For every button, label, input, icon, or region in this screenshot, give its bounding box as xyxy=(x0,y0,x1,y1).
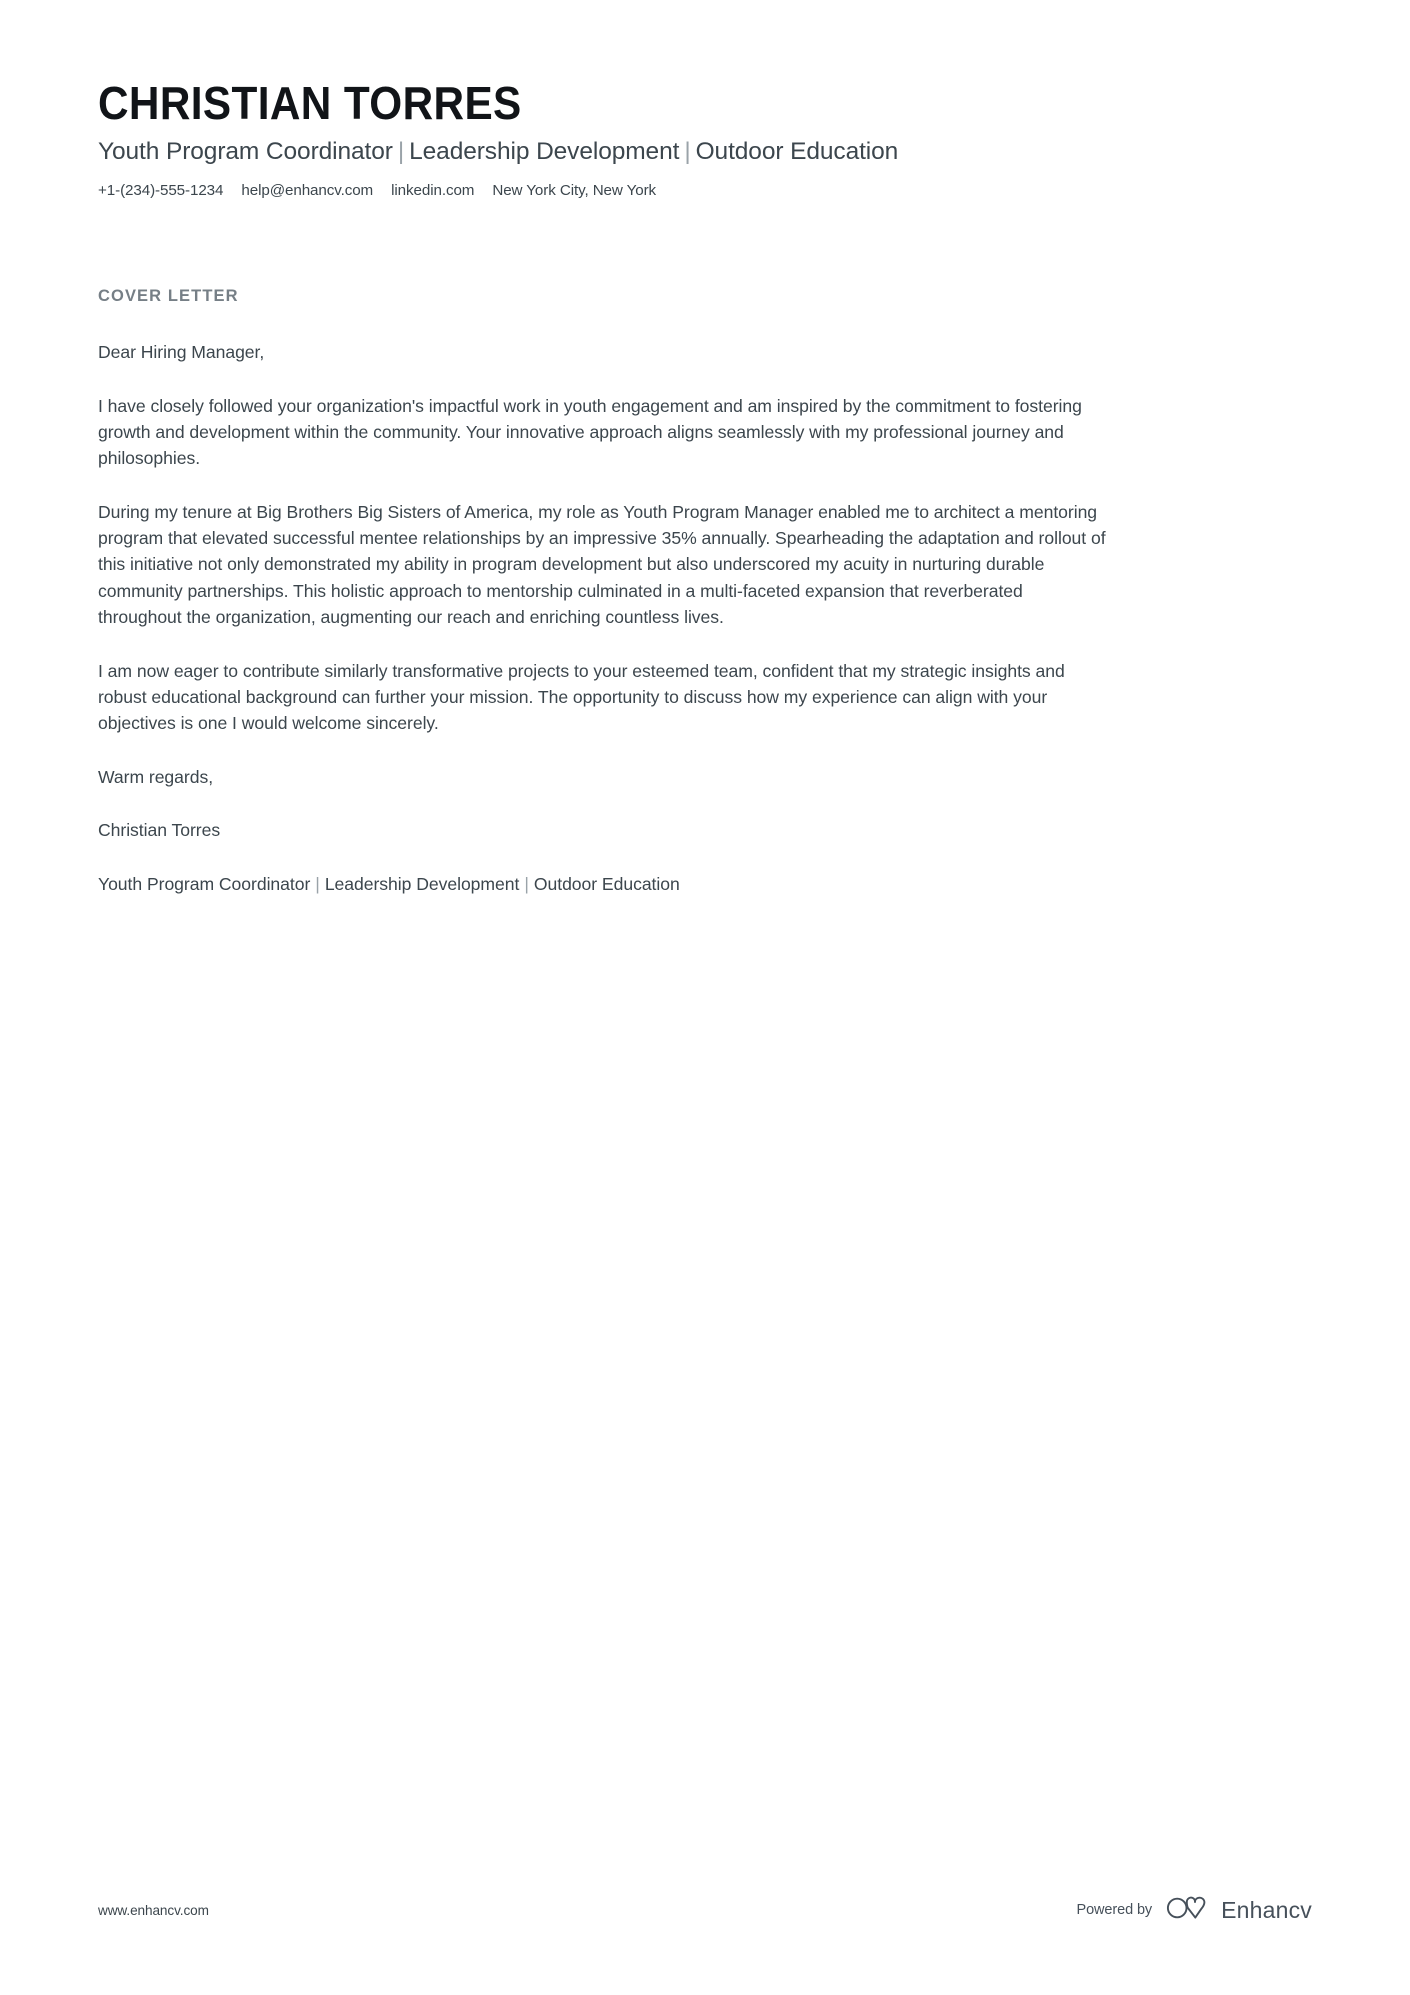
enhancv-logo[interactable] xyxy=(1166,1895,1312,1926)
section-title-cover-letter: COVER LETTER xyxy=(98,287,239,306)
letter-signature-name: Christian Torres xyxy=(98,820,221,841)
signature-title-part-3: Outdoor Education xyxy=(533,873,680,894)
contact-line xyxy=(98,181,1110,201)
footer-website-link[interactable]: www.enhancv.com xyxy=(98,1902,209,1918)
powered-by-label: Powered by xyxy=(1076,1902,1153,1918)
page-footer xyxy=(0,1893,1410,1927)
contact-linkedin[interactable]: linkedin.com xyxy=(391,182,475,200)
letter-paragraph-1: I have closely followed your organization's impactful work in youth engagement and am inspired by the commitment to fostering growth and development within the community. Your innovative approach aligns seamlessly with my professional journey and philosophies. xyxy=(98,395,1082,469)
contact-phone: +1-(234)-555-1234 xyxy=(98,182,224,200)
enhancv-infinity-heart-icon xyxy=(1166,1895,1212,1926)
candidate-name: CHRISTIAN TORRES xyxy=(98,77,522,129)
letter-body xyxy=(98,339,1110,897)
letter-paragraph-2: During my tenure at Big Brothers Big Sisters of America, my role as Youth Program Manager enabled me to architect a mentoring program that elevated successful mentee relationships by an impressive 35% annually. Spearheading the adaptation and rollout of this initiative not only demonstrated my ability in program development but also underscored my acuity in nurturing durable community partnerships. This holistic approach to mentorship culminated in a multi-faceted expansion that reverberated throughout the organization, augmenting our reach and enriching countless lives. xyxy=(98,501,1106,628)
letter-signature-title xyxy=(98,871,1110,897)
headline-part-1: Youth Program Coordinator xyxy=(98,137,393,165)
contact-email[interactable]: help@enhancv.com xyxy=(241,182,374,200)
signature-title-separator-1: | xyxy=(315,873,320,894)
letter-header xyxy=(98,78,1110,201)
headline-separator-1: | xyxy=(397,137,405,165)
signature-title-separator-2: | xyxy=(524,873,529,894)
headline-part-2: Leadership Development xyxy=(409,137,680,165)
document-content xyxy=(98,78,1110,897)
contact-location: New York City, New York xyxy=(492,182,657,200)
letter-paragraph-3: I am now eager to contribute similarly transformative projects to your esteemed team, confident that my strategic insights and robust educational background can further your mission. The opportunity to discuss how my experience can align with your objectives is one I would welcome sincerely. xyxy=(98,660,1065,734)
letter-closing: Warm regards, xyxy=(98,766,214,787)
letter-salutation: Dear Hiring Manager, xyxy=(98,342,265,363)
candidate-headline xyxy=(98,136,1110,168)
footer-branding xyxy=(1077,1895,1313,1926)
enhancv-wordmark: Enhancv xyxy=(1221,1896,1312,1923)
headline-separator-2: | xyxy=(684,137,691,165)
signature-title-part-2: Leadership Development xyxy=(324,873,520,894)
signature-title-part-1: Youth Program Coordinator xyxy=(98,873,311,894)
headline-part-3: Outdoor Education xyxy=(695,137,899,165)
